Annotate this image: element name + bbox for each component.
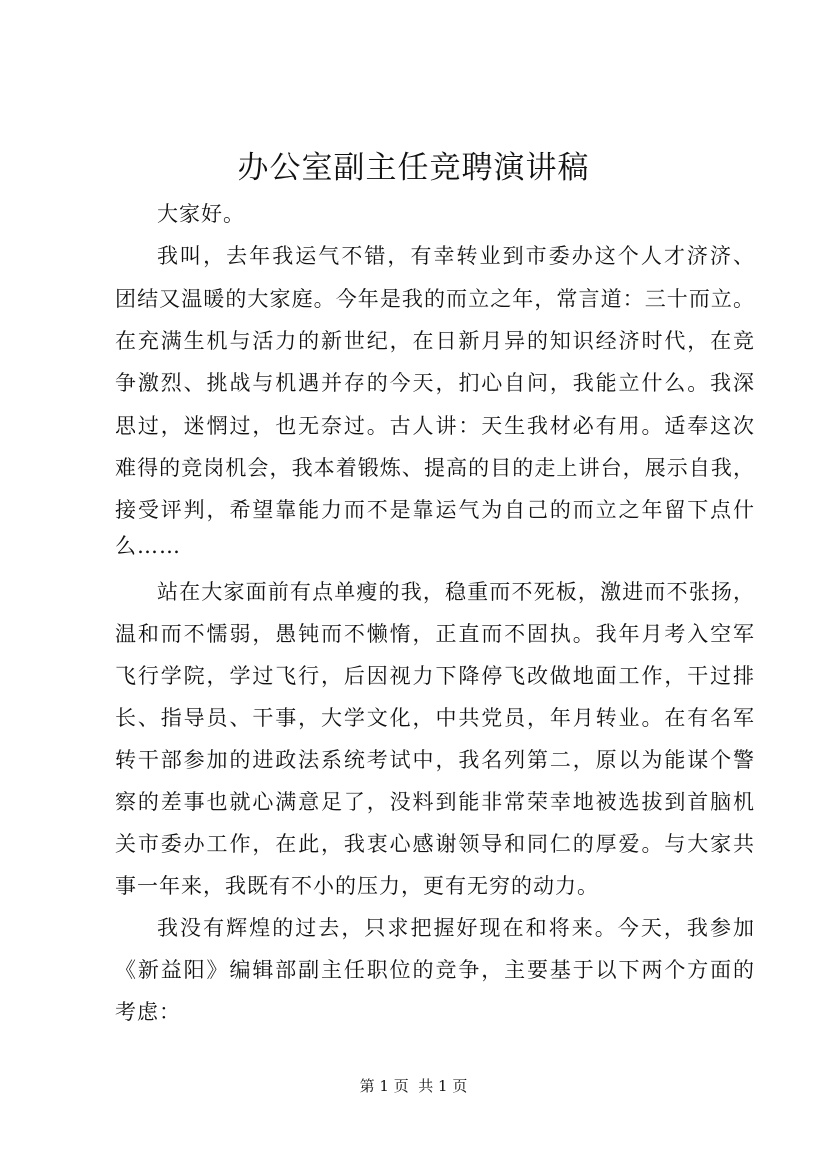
paragraph-3-line-2: 《新益阳》编辑部副主任职位的竞争，主要基于以下两个方面的 [115, 958, 755, 982]
paragraph-2-line-1: 站在大家面前有点单瘦的我，稳重而不死板，激进而不张扬， [157, 580, 755, 604]
page-number-footer: 第 1 页 共 1 页 [359, 1077, 468, 1095]
paragraph-2-line-2: 温和而不懦弱，愚钝而不懒惰，正直而不固执。我年月考入空军 [115, 622, 755, 646]
paragraph-1-line-7: 接受评判，希望靠能力而不是靠运气为自己的而立之年留下点什 [115, 498, 755, 522]
paragraph-2-line-4: 长、指导员、干事，大学文化，中共党员，年月转业。在有名军 [115, 706, 755, 730]
paragraph-2-line-6: 察的差事也就心满意足了，没料到能非常荣幸地被选拔到首脑机 [115, 790, 755, 814]
paragraph-1-line-3: 在充满生机与活力的新世纪，在日新月异的知识经济时代，在竞 [115, 329, 755, 353]
paragraph-3-line-3: 考虑： [115, 1000, 181, 1024]
paragraph-1-line-4: 争激烈、挑战与机遇并存的今天，扪心自问，我能立什么。我深 [115, 371, 755, 395]
paragraph-2-line-3: 飞行学院，学过飞行，后因视力下降停飞改做地面工作，干过排 [115, 664, 755, 688]
paragraph-2-line-8: 事一年来，我既有不小的压力，更有无穷的动力。 [115, 874, 599, 898]
paragraph-3-line-1: 我没有辉煌的过去，只求把握好现在和将来。今天，我参加 [157, 916, 755, 940]
paragraph-1-line-5: 思过，迷惘过，也无奈过。古人讲：天生我材必有用。适奉这次 [115, 414, 755, 438]
greeting-line: 大家好。 [157, 202, 245, 226]
paragraph-1-line-1: 我叫，去年我运气不错，有幸转业到市委办这个人才济济、 [157, 244, 755, 268]
paragraph-1-line-6: 难得的竞岗机会，我本着锻炼、提高的目的走上讲台，展示自我， [115, 456, 755, 480]
document-title: 办公室副主任竞聘演讲稿 [237, 150, 590, 186]
paragraph-1-line-8: 么…… [115, 534, 181, 558]
paragraph-2-line-7: 关市委办工作，在此，我衷心感谢领导和同仁的厚爱。与大家共 [115, 832, 755, 856]
paragraph-2-line-5: 转干部参加的进政法系统考试中，我名列第二，原以为能谋个警 [115, 748, 755, 772]
paragraph-1-line-2: 团结又温暖的大家庭。今年是我的而立之年，常言道：三十而立。 [115, 287, 755, 311]
